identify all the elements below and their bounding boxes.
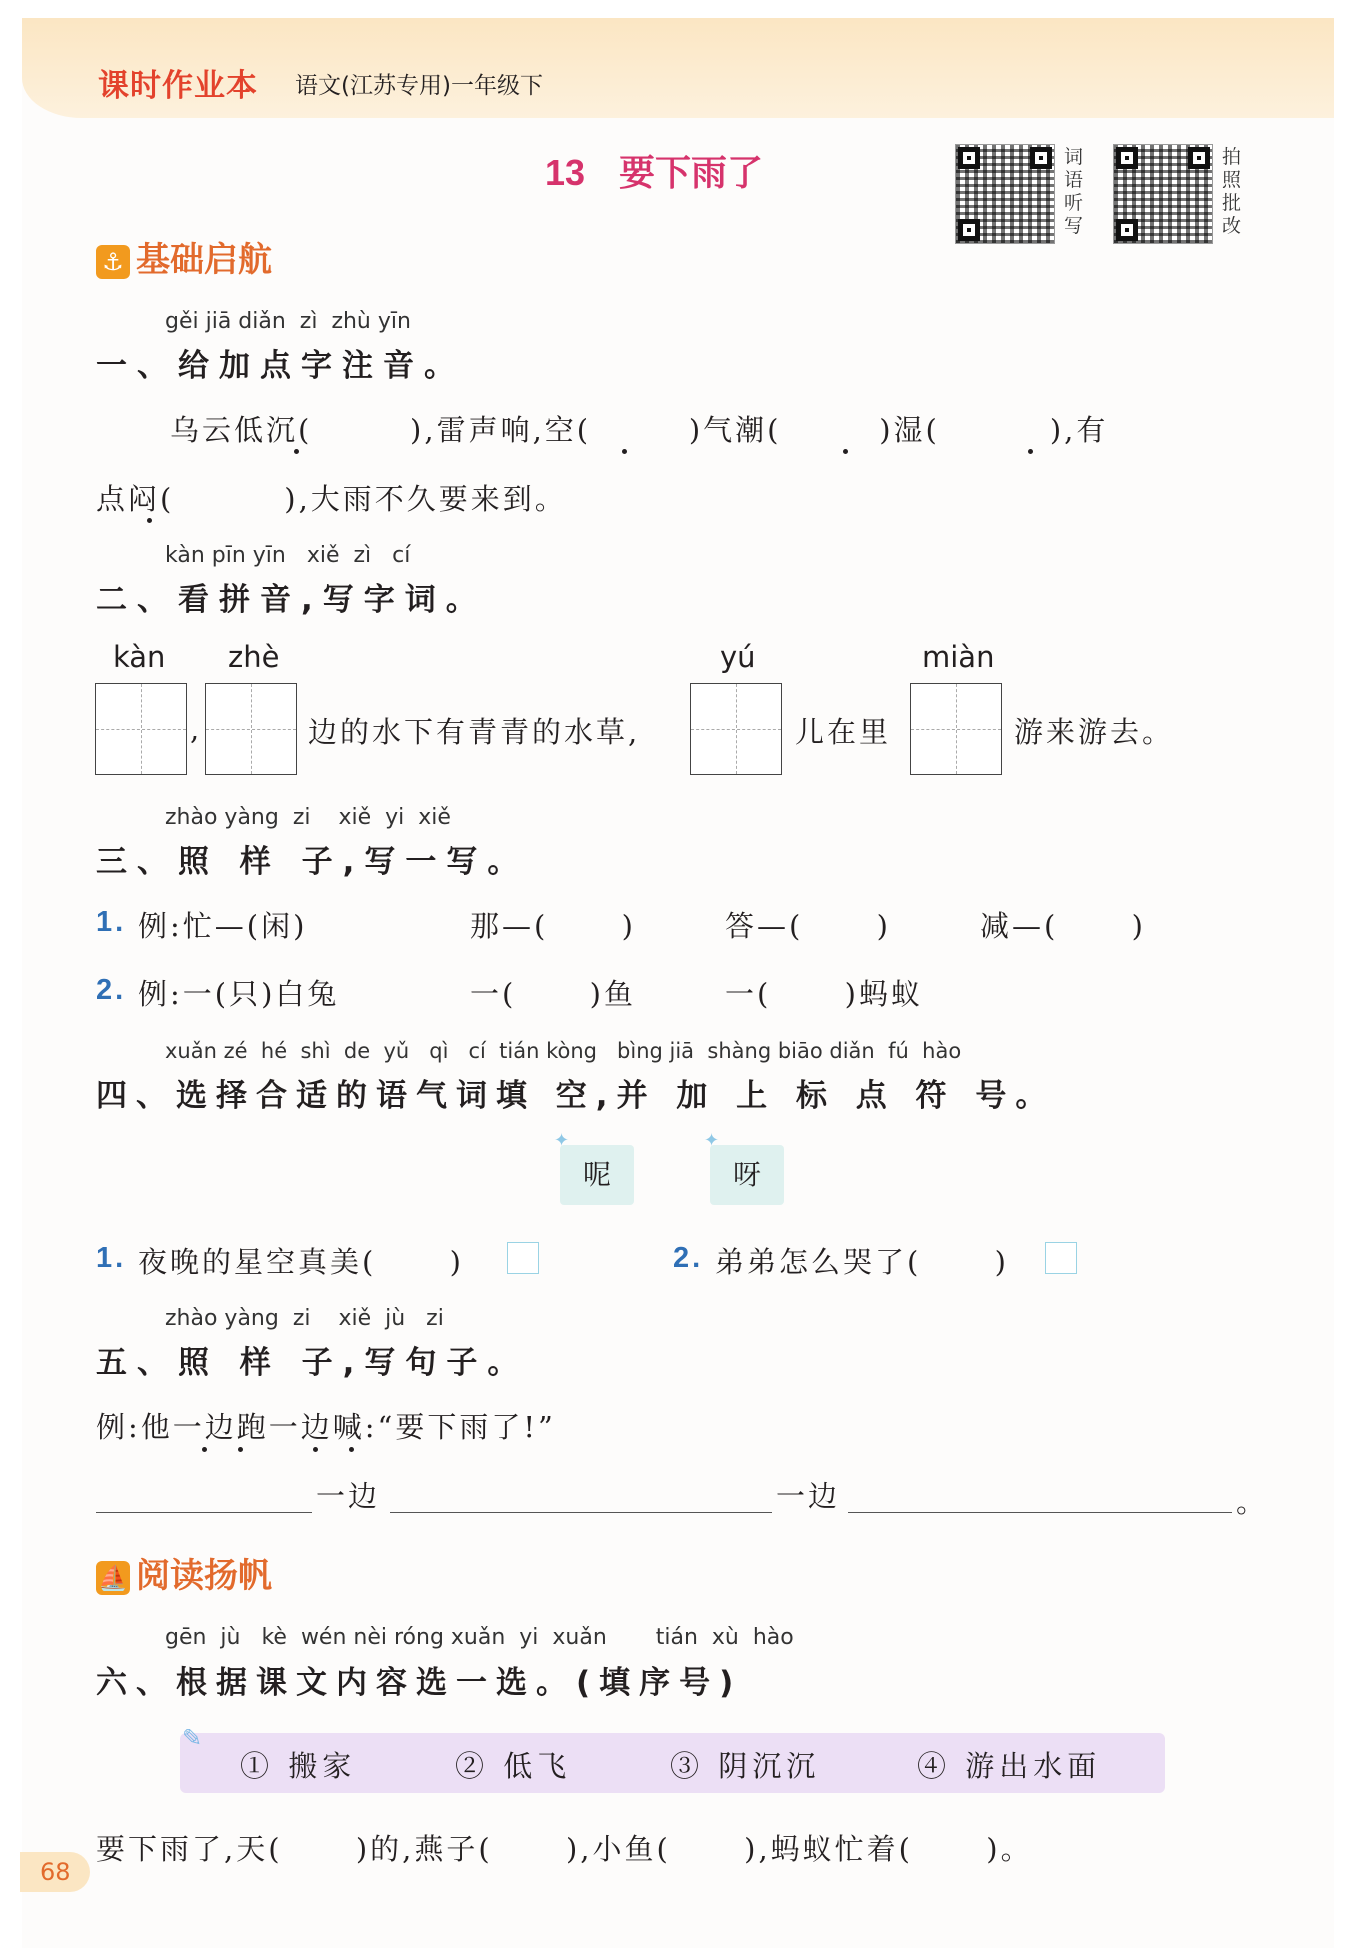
box-pinyin-yu: yú [720, 640, 756, 674]
q5-pinyin: zhào yàng zi xiě jù zi [165, 1306, 444, 1331]
q2-text3: 儿在里 [795, 715, 892, 749]
q4-item1-text: 夜晚的星空真美( ) [138, 1245, 464, 1279]
section-basic: ⚓ 基础启航 [96, 232, 272, 281]
q5-blank-3[interactable] [848, 1512, 1232, 1513]
q3-row2-example: 例:一(只)白兔 [138, 977, 340, 1011]
q2-pinyin: kàn pīn yīn xiě zì cí [165, 543, 411, 568]
q3-row2-item1: 一( )鱼 [470, 977, 636, 1011]
q5-title: 五、照 样 子,写句子。 [96, 1345, 529, 1381]
q6-option-4: ④ 游出水面 [917, 1749, 1102, 1783]
section-reading: ⛵ 阅读扬帆 [96, 1548, 272, 1597]
q4-item2-num: 2. [673, 1242, 704, 1274]
q4-item2-punct-box[interactable] [1045, 1242, 1077, 1274]
box-pinyin-mian: miàn [922, 640, 995, 674]
q5-example: 例:他一边跑一边喊:“要下雨了!” [96, 1410, 556, 1444]
q4-item2-text: 弟弟怎么哭了( ) [715, 1245, 1009, 1279]
box-pinyin-kan: kàn [113, 640, 166, 674]
sailboat-icon: ⛵ [96, 1561, 130, 1595]
choice-ne[interactable]: ✦ 呢 [560, 1145, 634, 1205]
anchor-icon: ⚓ [96, 245, 130, 279]
q6-option-2: ② 低飞 [455, 1749, 572, 1783]
q2-comma: , [190, 712, 203, 746]
q6-option-3: ③ 阴沉沉 [670, 1749, 821, 1783]
q6-sentence: 要下雨了,天( )的,燕子( ),小鱼( ),蚂蚁忙着( )。 [96, 1832, 1033, 1866]
writing-box-zhe[interactable] [205, 683, 297, 775]
qr-code-grading[interactable] [1113, 144, 1213, 244]
q3-row1-item2: 答—( ) [725, 909, 891, 943]
q3-row2-item2: 一( )蚂蚁 [725, 977, 923, 1011]
choice-ya[interactable]: ✦ 呀 [710, 1145, 784, 1205]
q5-word-1: 一边 [316, 1479, 381, 1513]
q6-title: 六、根据课文内容选一选。(填序号) [96, 1665, 743, 1701]
lesson-name: 要下雨了 [619, 153, 764, 194]
q1-line2: 点闷( ),大雨不久要来到。 [96, 482, 567, 516]
q3-row2-num: 2. [96, 974, 127, 1006]
writing-box-kan[interactable] [95, 683, 187, 775]
q5-word-2: 一边 [776, 1479, 841, 1513]
q4-title: 四、选择合适的语气词填 空,并 加 上 标 点 符 号。 [96, 1078, 1056, 1114]
q6-pinyin: gēn jù kè wén nèi róng xuǎn yi xuǎn tián xù hào [165, 1625, 794, 1650]
writing-box-mian[interactable] [910, 683, 1002, 775]
q3-title: 三、照 样 子,写一写。 [96, 844, 529, 880]
q2-title: 二、看拼音,写字词。 [96, 582, 487, 618]
book-subtitle: 语文(江苏专用)一年级下 [295, 73, 543, 99]
q1-pinyin: gěi jiā diǎn zì zhù yīn [165, 309, 411, 334]
box-pinyin-zhe: zhè [228, 640, 280, 674]
q2-text2: 边的水下有青青的水草, [308, 715, 641, 749]
q4-pinyin: xuǎn zé hé shì de yǔ qì cí tián kòng bìng jiā shàng biāo diǎn fú hào [165, 1039, 962, 1063]
q2-text4: 游来游去。 [1014, 715, 1175, 749]
q1-line1: 乌云低沉( ),雷声响,空( )气潮( )湿( ),有 [170, 413, 1109, 447]
qr-code-dictation[interactable] [955, 144, 1055, 244]
lesson-title [545, 145, 763, 196]
q5-blank-2[interactable] [390, 1512, 772, 1513]
qr-label-grading: 拍 照 批 改 [1222, 146, 1242, 237]
q3-row1-num: 1. [96, 906, 127, 938]
q4-item1-punct-box[interactable] [507, 1242, 539, 1274]
q3-row1-item3: 减—( ) [980, 909, 1146, 943]
q5-blank-1[interactable] [96, 1512, 312, 1513]
writing-box-yu[interactable] [690, 683, 782, 775]
q5-end: 。 [1236, 1485, 1269, 1519]
page-number: 68 [20, 1852, 90, 1892]
brand-title: 课时作业本 [98, 68, 258, 104]
lesson-number: 13 [545, 152, 586, 193]
q4-item1-num: 1. [96, 1242, 127, 1274]
qr-label-dictation: 词 语 听 写 [1064, 146, 1084, 237]
q6-option-1: ① 搬家 [240, 1749, 357, 1783]
pushpin-icon: ✎ [182, 1724, 203, 1752]
q3-pinyin: zhào yàng zi xiě yi xiě [165, 805, 451, 830]
q3-row1-example: 例:忙—(闲) [138, 909, 308, 943]
q1-title: 一、给加点字注音。 [96, 348, 465, 384]
q3-row1-item1: 那—( ) [470, 909, 636, 943]
